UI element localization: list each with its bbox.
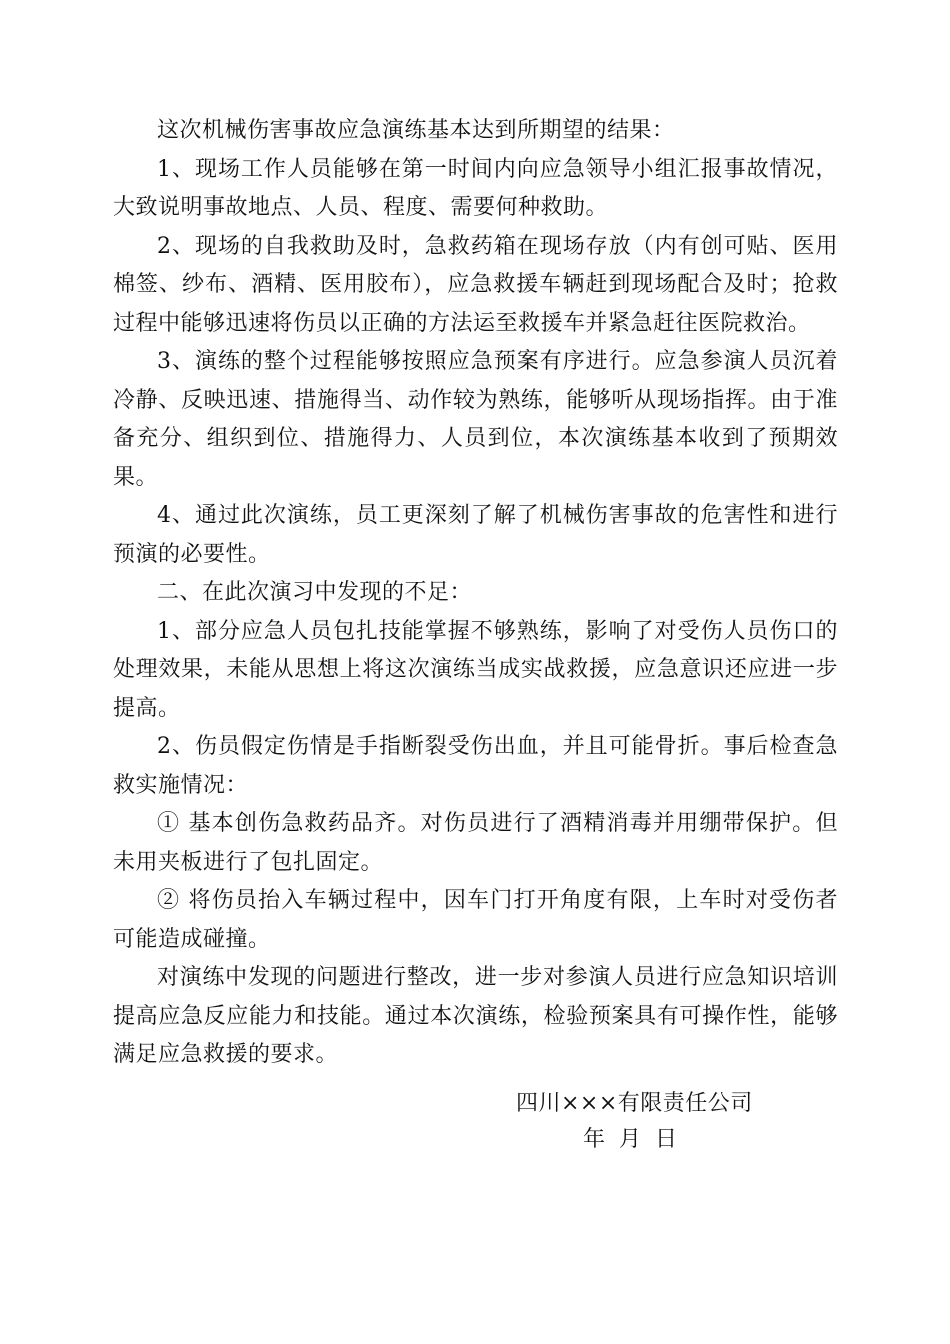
- paragraph-result-4: 4、通过此次演练，员工更深刻了解了机械伤害事故的危害性和进行预演的必要性。: [113, 503, 838, 567]
- section-heading-shortcomings: 二、在此次演习中发现的不足：: [157, 580, 473, 605]
- paragraph-item-circled-1: ① 基本创伤急救药品齐。对伤员进行了酒精消毒并用绷带保护。但未用夹板进行了包扎固定。: [113, 811, 838, 875]
- paragraph-result-3: 3、演练的整个过程能够按照应急预案有序进行。应急参演人员沉着冷静、反映迅速、措施得当、动作较为熟练，能够听从现场指挥。由于准备充分、组织到位、措施得力、人员到位，本次演练基本收到了预期效果。: [113, 349, 838, 490]
- paragraph-result-1: 1、现场工作人员能够在第一时间内向应急领导小组汇报事故情况，大致说明事故地点、人员、程度、需要何种救助。: [113, 156, 838, 220]
- paragraph-shortcoming-1: 1、部分应急人员包扎技能掌握不够熟练，影响了对受伤人员伤口的处理效果，未能从思想上将这次演练当成实战救援，应急意识还应进一步提高。: [113, 618, 838, 721]
- paragraph-shortcoming-2: 2、伤员假定伤情是手指断裂受伤出血，并且可能骨折。事后检查急救实施情况：: [113, 734, 838, 798]
- paragraph-item-circled-2: ② 将伤员抬入车辆过程中，因车门打开角度有限，上车时对受伤者可能造成碰撞。: [113, 888, 838, 952]
- paragraph-results-intro: 这次机械伤害事故应急演练基本达到所期望的结果：: [157, 118, 675, 143]
- signature-date: 年 月 日: [583, 1127, 677, 1152]
- paragraph-conclusion: 对演练中发现的问题进行整改，进一步对参演人员进行应急知识培训提高应急反应能力和技能。通过本次演练，检验预案具有可操作性，能够满足应急救援的要求。: [113, 965, 838, 1067]
- signature-company: 四川×××有限责任公司: [516, 1091, 753, 1116]
- document-body: [113, 112, 838, 1075]
- paragraph-result-2: 2、现场的自我救助及时，急救药箱在现场存放（内有创可贴、医用棉签、纱布、酒精、医用胶布），应急救援车辆赶到现场配合及时；抢救过程中能够迅速将伤员以正确的方法运至救援车并紧急赶往医院救治。: [113, 233, 838, 336]
